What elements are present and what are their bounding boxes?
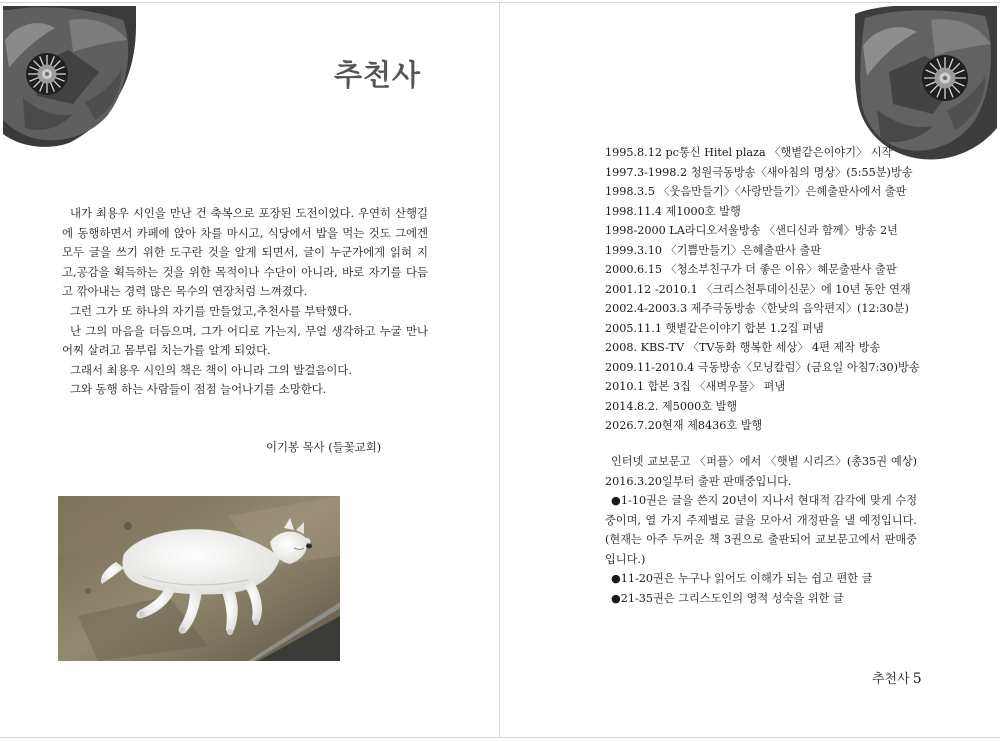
paragraph-4: 그래서 최용우 시인의 책은 책이 아니라 그의 발걸음이다.	[70, 362, 353, 377]
history-item: 2026.7.20현재 제8436호 발행	[605, 419, 763, 432]
history-item: 2002.4-2003.3 제주극동방송〈한낮의 음악편지〉(12:30분)	[605, 302, 909, 315]
history-item: 1995.8.12 pc통신 Hitel plaza 〈햇볕같은이야기〉 시작	[605, 146, 893, 159]
history-list	[605, 143, 925, 436]
paragraph-5: 그와 동행 하는 사람들이 점점 늘어나기를 소망한다.	[70, 382, 327, 397]
history-item: 1998-2000 LA라디오서울방송 〈샌디신과 함께〉방송 2년	[605, 224, 898, 237]
history-item: 2005.11.1 햇볕같은이야기 합본 1.2집 펴냄	[605, 321, 824, 335]
bottom-border	[0, 737, 1000, 738]
history-item: 1998.3.5 〈웃음만들기〉〈사랑만들기〉은혜출판사에서 출판	[605, 185, 907, 198]
poppy-flower-icon	[855, 6, 997, 162]
recommendation-text	[62, 204, 428, 400]
history-item: 2001.12 -2010.1 〈크리스천투데이신문〉에 10년 동안 연재	[605, 282, 911, 296]
left-page	[0, 3, 499, 737]
page-footer	[872, 668, 922, 687]
series-bullet-1: ●1-10권은 글을 쓴지 20년이 지나서 현대적 감각에 맞게 수정중이며, 열 가지 주제별로 글을 모아서 개정판을 낼 예정입니다.(현재는 아주 두꺼운 책 3권으로 출판되어 교보문고에서 판매중입니다.)	[605, 494, 917, 566]
series-description	[605, 452, 917, 608]
right-page	[500, 3, 1000, 737]
history-item: 2000.6.15 〈청소부친구가 더 좋은 이유〉혜문출판사 출판	[605, 263, 897, 276]
paragraph-3: 난 그의 마음을 더듬으며, 그가 어디로 가는지, 무얼 생각하고 누굴 만나 어찌 살려고 몸부림 치는가를 알게 되었다.	[62, 323, 428, 358]
history-item: 2008. KBS-TV 〈TV동화 행복한 세상〉 4편 제작 방송	[605, 341, 881, 354]
poppy-flower-icon	[3, 6, 136, 148]
history-item: 2010.1 합본 3집 〈새벽우물〉 펴냄	[605, 380, 786, 393]
paragraph-1: 내가 최용우 시인을 만난 건 축복으로 포장된 도전이었다. 우연히 산행길에 동행하면서 카페에 앉아 차를 마시고, 식당에서 밥을 먹는 것도 그에겐 모두 글을 쓰기 위한 도구란 것을 알게 되면서, 글이 누군가에게 읽혀 지고,공감을 획득하는 것을 위한 목적이나 수단이 아니라, 바로 자기를 다듬고 깎아내는 경력 많은 목수의 연장처럼 느껴졌다.	[62, 206, 428, 299]
paragraph-2: 그런 그가 또 하나의 자기를 만들었고,추천사를 부탁했다.	[70, 303, 353, 318]
history-item: 1999.3.10 〈기쁨만들기〉은혜출판사 출판	[605, 243, 822, 257]
page-number: 5	[912, 671, 922, 687]
page-title: 추천사	[334, 58, 422, 92]
history-item: 1998.11.4 제1000호 발행	[605, 204, 741, 218]
history-item: 2009.11-2010.4 극동방송〈모닝칼럼〉(금요일 아침7:30)방송	[605, 360, 920, 374]
history-item: 1997.3-1998.2 청원극동방송〈새아침의 명상〉(5:55분)방송	[605, 165, 913, 179]
sleeping-dog-photo	[58, 496, 340, 661]
history-item: 2014.8.2. 제5000호 발행	[605, 399, 738, 413]
series-intro: 인터넷 교보문고 〈퍼플〉에서 〈햇볕 시리즈〉(총35권 예상) 2016.3.20일부터 출판 판매중입니다.	[605, 455, 917, 488]
author-signature: 이기봉 목사 (들꽃교회)	[266, 440, 382, 454]
series-bullet-2: ●11-20권은 누구나 읽어도 이해가 되는 쉽고 편한 글	[611, 572, 873, 585]
series-bullet-3: ●21-35권은 그리스도인의 영적 성숙을 위한 글	[611, 591, 844, 605]
footer-label: 추천사	[872, 672, 910, 687]
